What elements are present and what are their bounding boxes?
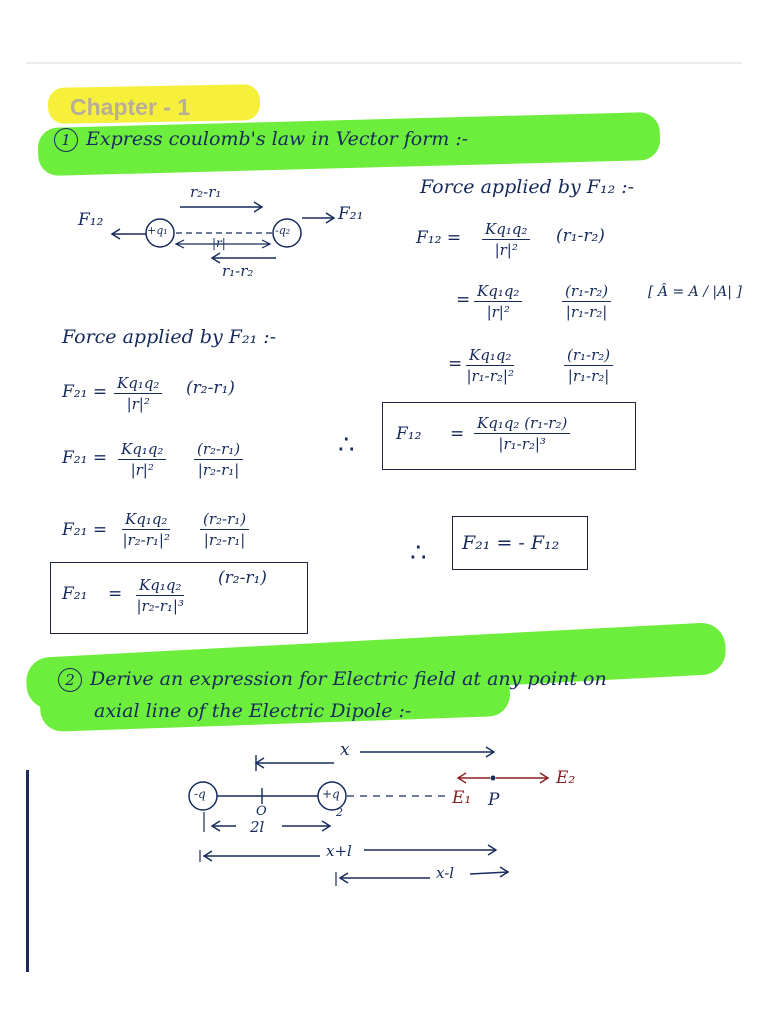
- f12-final-eq: =: [450, 424, 465, 444]
- q2-heading-text-1: Derive an expression for Electric field at any point on: [90, 668, 607, 690]
- f12-final-frac: $\frac{\text{Kq₁q₂ (r₁-r₂)}}{\text{|r₁-r₂|³}}$: [474, 414, 570, 453]
- f21-f12-relation: F₂₁ = - F₁₂: [462, 532, 560, 554]
- x-minus-l-label: x-l: [436, 864, 455, 882]
- origin-label: O: [256, 804, 267, 819]
- force-by-f21-heading: Force applied by F₂₁ :-: [62, 326, 277, 348]
- f21-final-eq: =: [108, 584, 123, 604]
- f21-final-frac: $\frac{\text{Kq₁q₂}}{\text{|r₂-r₁|³}}$: [136, 576, 184, 615]
- f21-final-rhs: (r₂-r₁): [218, 568, 267, 588]
- force-by-f12-heading: Force applied by F₁₂ :-: [420, 176, 635, 198]
- q1-number: 1: [54, 128, 78, 152]
- f21-final-lhs: F₂₁: [62, 584, 88, 604]
- f12-eq2-lhs: =: [456, 290, 471, 310]
- f21-eq3-frac1: $\frac{\text{Kq₁q₂}}{\text{|r₂-r₁|²}}$: [122, 510, 170, 549]
- f21-eq2-frac2: $\frac{\text{(r₂-r₁)}}{\text{|r₂-r₁|}}$: [194, 440, 243, 479]
- q2-number: 2: [58, 668, 82, 692]
- therefore-symbol-1: ∴: [338, 430, 355, 460]
- f12-eq3-frac1: $\frac{\text{Kq₁q₂}}{\text{|r₁-r₂|²}}$: [466, 346, 514, 385]
- f12-label: F₁₂: [78, 210, 104, 230]
- f21-eq1-lhs: F₂₁ =: [62, 382, 108, 402]
- q1-heading-text: Express coulomb's law in Vector form :-: [86, 128, 469, 150]
- f12-eq1-frac: $\frac{\text{Kq₁q₂}}{\text{|r|²}}$: [482, 220, 530, 259]
- e1-label: E₁: [452, 788, 472, 808]
- e2-label: E₂: [556, 768, 576, 788]
- chapter-title: Chapter - 1: [70, 94, 191, 120]
- neg-q-label: -q: [194, 787, 206, 801]
- f12-eq1-rhs: (r₁-r₂): [556, 226, 605, 246]
- q2-heading-line2: axial line of the Electric Dipole :-: [94, 700, 412, 722]
- q1-charge-label: +q₁: [147, 224, 168, 237]
- q2-charge-label: -q₂: [275, 224, 291, 237]
- f12-final-lhs: F₁₂: [396, 424, 422, 444]
- x-plus-l-label: x+l: [326, 842, 352, 860]
- two-l-label: 2l: [250, 818, 265, 836]
- f21-eq3-lhs: F₂₁ =: [62, 520, 108, 540]
- r1-minus-r2-label: r₁-r₂: [222, 262, 254, 280]
- x-label: x: [340, 740, 350, 760]
- f21-eq2-lhs: F₂₁ =: [62, 448, 108, 468]
- point-p-label: P: [488, 790, 500, 810]
- f12-eq3-lhs: =: [448, 354, 463, 374]
- f21-eq2-frac1: $\frac{\text{Kq₁q₂}}{\text{|r|²}}$: [118, 440, 166, 479]
- f21-label: F₂₁: [338, 204, 364, 224]
- f12-eq1-lhs: F₁₂ =: [416, 228, 462, 248]
- f21-eq3-frac2: $\frac{\text{(r₂-r₁)}}{\text{|r₂-r₁|}}$: [200, 510, 249, 549]
- f12-eq2-frac2: $\frac{\text{(r₁-r₂)}}{\text{|r₁-r₂|}}$: [562, 282, 611, 321]
- f12-eq2-frac1: $\frac{\text{Kq₁q₂}}{\text{|r|²}}$: [474, 282, 522, 321]
- r2-minus-r1-label: r₂-r₁: [190, 183, 222, 201]
- f21-eq1-frac: $\frac{\text{Kq₁q₂}}{\text{|r|²}}$: [114, 374, 162, 413]
- unit-vector-note: [ Â = A / |A| ]: [648, 284, 742, 300]
- therefore-symbol-2: ∴: [410, 538, 427, 568]
- f21-eq1-rhs: (r₂-r₁): [186, 378, 235, 398]
- two-label: 2: [336, 806, 343, 819]
- pos-q-label: +q: [322, 787, 340, 801]
- f12-eq3-frac2: $\frac{\text{(r₁-r₂)}}{\text{|r₁-r₂|}}$: [564, 346, 613, 385]
- mod-r-label: |r|: [212, 236, 226, 250]
